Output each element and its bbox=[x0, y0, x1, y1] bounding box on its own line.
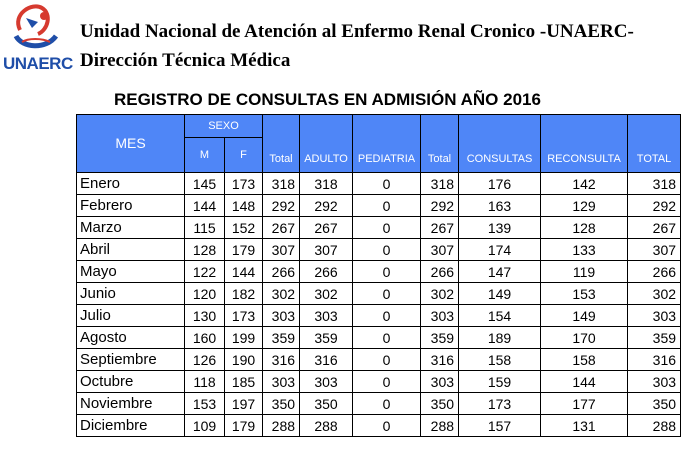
sex-total-cell: 350 bbox=[263, 393, 300, 415]
consultations-table bbox=[76, 114, 681, 437]
month-cell: Marzo bbox=[77, 217, 185, 239]
male-count-cell: 122 bbox=[185, 261, 225, 283]
female-count-cell: 152 bbox=[225, 217, 263, 239]
table-body bbox=[77, 173, 681, 437]
reconsultations-cell: 144 bbox=[541, 371, 628, 393]
age-total-cell: 316 bbox=[421, 349, 459, 371]
adult-count-cell: 267 bbox=[300, 217, 353, 239]
table-row bbox=[77, 195, 681, 217]
consultations-cell: 163 bbox=[459, 195, 541, 217]
month-cell: Agosto bbox=[77, 327, 185, 349]
male-count-cell: 130 bbox=[185, 305, 225, 327]
reconsultations-cell: 158 bbox=[541, 349, 628, 371]
consultations-cell: 147 bbox=[459, 261, 541, 283]
header-adulto: ADULTO bbox=[300, 115, 353, 173]
table-row bbox=[77, 305, 681, 327]
sex-total-cell: 303 bbox=[263, 371, 300, 393]
month-cell: Abril bbox=[77, 239, 185, 261]
month-cell: Julio bbox=[77, 305, 185, 327]
table-row bbox=[77, 327, 681, 349]
grand-total-cell: 307 bbox=[628, 239, 681, 261]
adult-count-cell: 303 bbox=[300, 305, 353, 327]
reconsultations-cell: 149 bbox=[541, 305, 628, 327]
month-cell: Enero bbox=[77, 173, 185, 195]
logo-emblem-icon bbox=[2, 0, 74, 56]
female-count-cell: 144 bbox=[225, 261, 263, 283]
sex-total-cell: 303 bbox=[263, 305, 300, 327]
consultations-cell: 139 bbox=[459, 217, 541, 239]
female-count-cell: 190 bbox=[225, 349, 263, 371]
grand-total-cell: 303 bbox=[628, 305, 681, 327]
header-total-general: TOTAL bbox=[628, 115, 681, 173]
grand-total-cell: 359 bbox=[628, 327, 681, 349]
consultations-cell: 174 bbox=[459, 239, 541, 261]
male-count-cell: 120 bbox=[185, 283, 225, 305]
month-cell: Mayo bbox=[77, 261, 185, 283]
age-total-cell: 302 bbox=[421, 283, 459, 305]
month-cell: Octubre bbox=[77, 371, 185, 393]
table-row bbox=[77, 239, 681, 261]
logo-text: UNAERC bbox=[3, 54, 73, 73]
reconsultations-cell: 133 bbox=[541, 239, 628, 261]
pediatric-count-cell: 0 bbox=[353, 283, 421, 305]
header-total-edad: Total bbox=[421, 115, 459, 173]
male-count-cell: 128 bbox=[185, 239, 225, 261]
adult-count-cell: 288 bbox=[300, 415, 353, 437]
pediatric-count-cell: 0 bbox=[353, 305, 421, 327]
grand-total-cell: 303 bbox=[628, 371, 681, 393]
month-cell: Febrero bbox=[77, 195, 185, 217]
table-header bbox=[77, 115, 681, 173]
header-f: F bbox=[225, 138, 263, 173]
consultations-cell: 158 bbox=[459, 349, 541, 371]
header-consultas: CONSULTAS bbox=[459, 115, 541, 173]
table-row bbox=[77, 217, 681, 239]
male-count-cell: 118 bbox=[185, 371, 225, 393]
age-total-cell: 266 bbox=[421, 261, 459, 283]
grand-total-cell: 266 bbox=[628, 261, 681, 283]
header-mes: MES bbox=[77, 115, 185, 173]
reconsultations-cell: 142 bbox=[541, 173, 628, 195]
adult-count-cell: 302 bbox=[300, 283, 353, 305]
pediatric-count-cell: 0 bbox=[353, 371, 421, 393]
sex-total-cell: 316 bbox=[263, 349, 300, 371]
adult-count-cell: 316 bbox=[300, 349, 353, 371]
reconsultations-cell: 170 bbox=[541, 327, 628, 349]
header-sexo: SEXO bbox=[185, 115, 263, 138]
reconsultations-cell: 129 bbox=[541, 195, 628, 217]
consultations-cell: 159 bbox=[459, 371, 541, 393]
age-total-cell: 288 bbox=[421, 415, 459, 437]
age-total-cell: 307 bbox=[421, 239, 459, 261]
male-count-cell: 109 bbox=[185, 415, 225, 437]
table-row bbox=[77, 415, 681, 437]
table-row bbox=[77, 371, 681, 393]
table-row bbox=[77, 173, 681, 195]
adult-count-cell: 350 bbox=[300, 393, 353, 415]
adult-count-cell: 292 bbox=[300, 195, 353, 217]
female-count-cell: 182 bbox=[225, 283, 263, 305]
reconsultations-cell: 119 bbox=[541, 261, 628, 283]
pediatric-count-cell: 0 bbox=[353, 195, 421, 217]
consultations-cell: 154 bbox=[459, 305, 541, 327]
male-count-cell: 145 bbox=[185, 173, 225, 195]
female-count-cell: 148 bbox=[225, 195, 263, 217]
age-total-cell: 318 bbox=[421, 173, 459, 195]
age-total-cell: 359 bbox=[421, 327, 459, 349]
sex-total-cell: 267 bbox=[263, 217, 300, 239]
female-count-cell: 173 bbox=[225, 173, 263, 195]
female-count-cell: 173 bbox=[225, 305, 263, 327]
adult-count-cell: 359 bbox=[300, 327, 353, 349]
consultations-cell: 157 bbox=[459, 415, 541, 437]
female-count-cell: 199 bbox=[225, 327, 263, 349]
adult-count-cell: 303 bbox=[300, 371, 353, 393]
header-total-sexo: Total bbox=[263, 115, 300, 173]
sex-total-cell: 302 bbox=[263, 283, 300, 305]
pediatric-count-cell: 0 bbox=[353, 239, 421, 261]
table-row bbox=[77, 283, 681, 305]
age-total-cell: 267 bbox=[421, 217, 459, 239]
pediatric-count-cell: 0 bbox=[353, 327, 421, 349]
age-total-cell: 303 bbox=[421, 305, 459, 327]
sex-total-cell: 318 bbox=[263, 173, 300, 195]
header-m: M bbox=[185, 138, 225, 173]
male-count-cell: 153 bbox=[185, 393, 225, 415]
table-row bbox=[77, 393, 681, 415]
adult-count-cell: 318 bbox=[300, 173, 353, 195]
sex-total-cell: 292 bbox=[263, 195, 300, 217]
header-reconsulta: RECONSULTA bbox=[541, 115, 628, 173]
grand-total-cell: 318 bbox=[628, 173, 681, 195]
pediatric-count-cell: 0 bbox=[353, 261, 421, 283]
table-row bbox=[77, 349, 681, 371]
pediatric-count-cell: 0 bbox=[353, 349, 421, 371]
male-count-cell: 115 bbox=[185, 217, 225, 239]
month-cell: Junio bbox=[77, 283, 185, 305]
female-count-cell: 179 bbox=[225, 415, 263, 437]
month-cell: Diciembre bbox=[77, 415, 185, 437]
female-count-cell: 179 bbox=[225, 239, 263, 261]
reconsultations-cell: 153 bbox=[541, 283, 628, 305]
reconsultations-cell: 177 bbox=[541, 393, 628, 415]
report-title: REGISTRO DE CONSULTAS EN ADMISIÓN AÑO 2016 bbox=[114, 90, 541, 109]
grand-total-cell: 267 bbox=[628, 217, 681, 239]
grand-total-cell: 302 bbox=[628, 283, 681, 305]
adult-count-cell: 307 bbox=[300, 239, 353, 261]
organization-subtitle: Dirección Técnica Médica bbox=[80, 50, 291, 71]
table-row bbox=[77, 261, 681, 283]
grand-total-cell: 350 bbox=[628, 393, 681, 415]
consultations-cell: 149 bbox=[459, 283, 541, 305]
consultations-cell: 189 bbox=[459, 327, 541, 349]
pediatric-count-cell: 0 bbox=[353, 217, 421, 239]
reconsultations-cell: 128 bbox=[541, 217, 628, 239]
grand-total-cell: 292 bbox=[628, 195, 681, 217]
header-pediatria: PEDIATRIA bbox=[353, 115, 421, 173]
age-total-cell: 350 bbox=[421, 393, 459, 415]
pediatric-count-cell: 0 bbox=[353, 415, 421, 437]
sex-total-cell: 359 bbox=[263, 327, 300, 349]
grand-total-cell: 316 bbox=[628, 349, 681, 371]
sex-total-cell: 266 bbox=[263, 261, 300, 283]
pediatric-count-cell: 0 bbox=[353, 393, 421, 415]
adult-count-cell: 266 bbox=[300, 261, 353, 283]
sex-total-cell: 288 bbox=[263, 415, 300, 437]
month-cell: Noviembre bbox=[77, 393, 185, 415]
male-count-cell: 126 bbox=[185, 349, 225, 371]
organization-title: Unidad Nacional de Atención al Enfermo Renal Cronico -UNAERC- bbox=[80, 21, 634, 42]
consultations-cell: 173 bbox=[459, 393, 541, 415]
male-count-cell: 160 bbox=[185, 327, 225, 349]
male-count-cell: 144 bbox=[185, 195, 225, 217]
sex-total-cell: 307 bbox=[263, 239, 300, 261]
age-total-cell: 303 bbox=[421, 371, 459, 393]
female-count-cell: 185 bbox=[225, 371, 263, 393]
consultations-cell: 176 bbox=[459, 173, 541, 195]
female-count-cell: 197 bbox=[225, 393, 263, 415]
reconsultations-cell: 131 bbox=[541, 415, 628, 437]
pediatric-count-cell: 0 bbox=[353, 173, 421, 195]
age-total-cell: 292 bbox=[421, 195, 459, 217]
grand-total-cell: 288 bbox=[628, 415, 681, 437]
month-cell: Septiembre bbox=[77, 349, 185, 371]
